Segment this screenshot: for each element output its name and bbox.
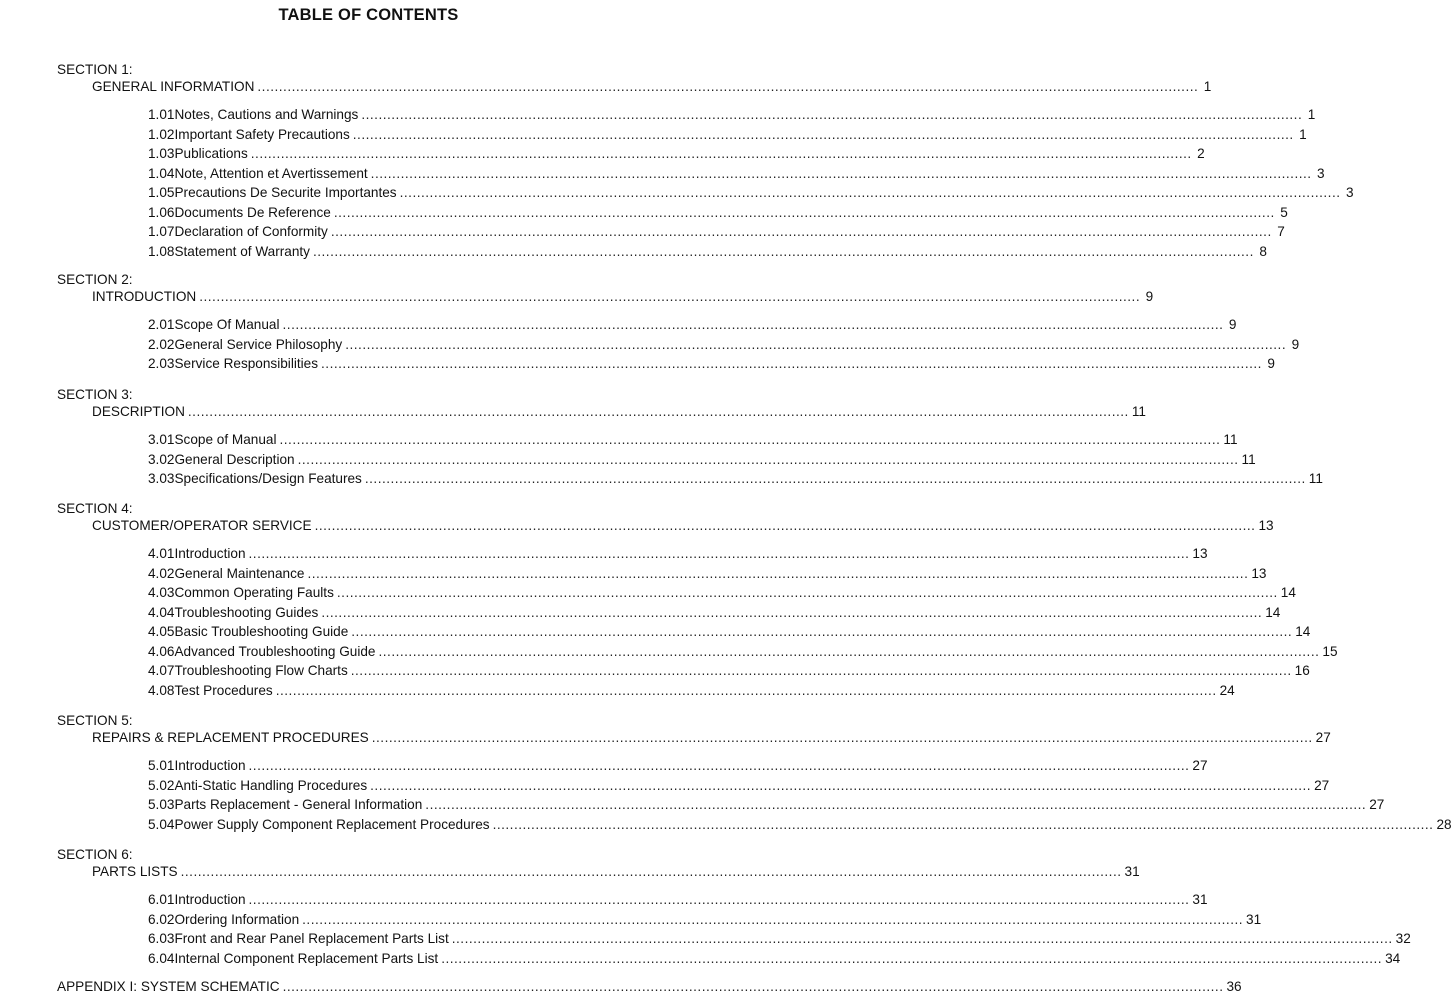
leader-dots: ............................................................................................................................................................................................................................ <box>180 864 1122 879</box>
leader-dots: ............................................................................................................................................................................................................................ <box>321 604 1263 620</box>
entry-title: General Maintenance <box>174 565 305 581</box>
leader-dots: ............................................................................................................................................................................................................................ <box>248 892 1190 907</box>
entry-title: Scope of Manual <box>174 432 277 447</box>
page-number: 9 <box>1145 289 1154 304</box>
entry-title: Documents De Reference <box>174 204 331 220</box>
entry-number: 2.01 <box>148 317 175 332</box>
leader-dots: ............................................................................................................................................................................................................................ <box>302 911 1244 927</box>
section-heading-entry[interactable] <box>92 78 1212 96</box>
entry-title: Statement of Warranty <box>174 243 310 259</box>
entry-title: Test Procedures <box>174 682 273 698</box>
toc-entry[interactable] <box>148 604 1281 622</box>
entry-number: 4.06 <box>148 643 175 659</box>
toc-entry[interactable] <box>148 316 1237 334</box>
toc-entry[interactable] <box>148 796 1385 814</box>
leader-dots: ............................................................................................................................................................................................................................ <box>361 107 1303 122</box>
entry-number: 3.03 <box>148 471 175 486</box>
toc-entry[interactable] <box>148 470 1323 488</box>
leader-dots: ............................................................................................................................................................................................................................ <box>333 204 1275 220</box>
page-number: 27 <box>1314 777 1330 793</box>
section-label: SECTION 2: <box>57 272 133 287</box>
page-number: 8 <box>1259 243 1267 259</box>
leader-dots: ............................................................................................................................................................................................................................ <box>321 356 1262 371</box>
leader-dots: ............................................................................................................................................................................................................................ <box>345 336 1287 352</box>
page-number: 13 <box>1258 518 1274 533</box>
toc-entry[interactable] <box>148 643 1338 661</box>
page-number: 16 <box>1294 663 1310 678</box>
toc-entry[interactable] <box>148 126 1307 144</box>
page-number: 11 <box>1223 432 1238 447</box>
toc-entry[interactable] <box>148 106 1316 124</box>
page-number: 11 <box>1308 471 1323 486</box>
leader-dots: ............................................................................................................................................................................................................................ <box>250 146 1192 161</box>
entry-number: 5.02 <box>148 777 175 793</box>
entry-number: 4.02 <box>148 565 175 581</box>
leader-dots: ............................................................................................................................................................................................................................ <box>370 165 1312 181</box>
page-number: 14 <box>1265 604 1281 620</box>
entry-number: 1.08 <box>148 243 175 259</box>
page-number: 24 <box>1219 682 1235 698</box>
entry-number: 1.03 <box>148 146 175 161</box>
page-number: 1 <box>1299 126 1307 142</box>
toc-entry[interactable] <box>148 584 1296 602</box>
section-label: SECTION 3: <box>57 387 133 402</box>
leader-dots: ............................................................................................................................................................................................................................ <box>378 643 1320 659</box>
entry-number: 4.04 <box>148 604 175 620</box>
entry-title: Ordering Information <box>174 911 300 927</box>
entry-title: Notes, Cautions and Warnings <box>174 107 359 122</box>
page-number: 28 <box>1436 816 1452 832</box>
leader-dots: ............................................................................................................................................................................................................................ <box>371 730 1313 745</box>
toc-entry[interactable] <box>148 336 1300 354</box>
leader-dots: ............................................................................................................................................................................................................................ <box>351 624 1293 639</box>
toc-entry[interactable] <box>148 223 1285 241</box>
section-label: SECTION 1: <box>57 62 133 77</box>
toc-entry[interactable] <box>148 451 1256 469</box>
page-number: 2 <box>1197 146 1205 161</box>
entry-title: Introduction <box>174 892 246 907</box>
toc-entry[interactable] <box>148 757 1208 775</box>
page-number: 1 <box>1307 107 1316 122</box>
leader-dots: ............................................................................................................................................................................................................................ <box>248 758 1190 773</box>
entry-number: 1.07 <box>148 224 175 239</box>
entry-title: INTRODUCTION <box>92 289 197 304</box>
toc-entry[interactable] <box>148 777 1330 795</box>
leader-dots: ............................................................................................................................................................................................................................ <box>199 289 1141 304</box>
page-number: 32 <box>1395 931 1411 946</box>
leader-dots: ............................................................................................................................................................................................................................ <box>312 243 1254 259</box>
toc-entry[interactable] <box>148 165 1325 183</box>
leader-dots: ............................................................................................................................................................................................................................ <box>187 404 1129 419</box>
leader-dots: ............................................................................................................................................................................................................................ <box>364 471 1306 486</box>
leader-dots: ............................................................................................................................................................................................................................ <box>441 950 1383 966</box>
entry-title: Specifications/Design Features <box>174 471 362 486</box>
entry-title: GENERAL INFORMATION <box>92 79 255 94</box>
entry-title: General Service Philosophy <box>174 336 343 352</box>
leader-dots: ............................................................................................................................................................................................................................ <box>248 546 1190 561</box>
leader-dots: ............................................................................................................................................................................................................................ <box>336 585 1278 600</box>
page-number: 27 <box>1315 730 1331 745</box>
appendix-entry[interactable] <box>57 978 1242 996</box>
entry-title: APPENDIX I: SYSTEM SCHEMATIC <box>57 979 280 994</box>
entry-title: Advanced Troubleshooting Guide <box>174 643 376 659</box>
leader-dots: ............................................................................................................................................................................................................................ <box>282 317 1224 332</box>
entry-number: 4.07 <box>148 663 175 678</box>
entry-title: Declaration of Conformity <box>174 224 328 239</box>
leader-dots: ............................................................................................................................................................................................................................ <box>275 682 1217 698</box>
leader-dots: ............................................................................................................................................................................................................................ <box>279 432 1221 447</box>
page-number: 14 <box>1280 585 1296 600</box>
entry-title: Anti-Static Handling Procedures <box>174 777 368 793</box>
entry-number: 1.04 <box>148 165 175 181</box>
toc-entry[interactable] <box>148 662 1310 680</box>
leader-dots: ............................................................................................................................................................................................................................ <box>492 816 1434 832</box>
toc-entry[interactable] <box>148 565 1267 583</box>
entry-number: 6.01 <box>148 892 175 907</box>
section-label: SECTION 5: <box>57 713 133 728</box>
toc-entry[interactable] <box>148 911 1262 929</box>
leader-dots: ............................................................................................................................................................................................................................ <box>350 663 1292 678</box>
toc-entry[interactable] <box>148 682 1235 700</box>
page-number: 15 <box>1322 643 1338 659</box>
entry-number: 4.03 <box>148 585 175 600</box>
page-number: 13 <box>1192 546 1208 561</box>
page-title: TABLE OF CONTENTS <box>278 6 459 24</box>
toc-entry[interactable] <box>148 930 1411 948</box>
entry-number: 1.05 <box>148 185 175 200</box>
entry-number: 4.08 <box>148 682 175 698</box>
leader-dots: ............................................................................................................................................................................................................................ <box>425 797 1367 812</box>
section-heading-entry[interactable] <box>92 729 1331 747</box>
entry-title: Introduction <box>174 546 246 561</box>
leader-dots: ............................................................................................................................................................................................................................ <box>370 777 1312 793</box>
entry-number: 4.01 <box>148 546 175 561</box>
entry-title: Publications <box>174 146 248 161</box>
section-heading-entry[interactable] <box>92 517 1274 535</box>
page-number: 5 <box>1280 204 1288 220</box>
entry-number: 1.01 <box>148 107 175 122</box>
toc-entry[interactable] <box>148 891 1208 909</box>
page-number: 9 <box>1267 356 1275 371</box>
entry-title: Internal Component Replacement Parts List <box>174 950 439 966</box>
toc-entry[interactable] <box>148 243 1267 261</box>
entry-number: 5.03 <box>148 797 175 812</box>
entry-number: 1.06 <box>148 204 175 220</box>
page-number: 27 <box>1192 758 1208 773</box>
page-number: 9 <box>1291 336 1300 352</box>
toc-entry[interactable] <box>148 184 1354 202</box>
leader-dots: ............................................................................................................................................................................................................................ <box>314 518 1256 533</box>
entry-number: 3.02 <box>148 451 175 467</box>
entry-title: Service Responsibilities <box>174 356 319 371</box>
entry-title: Troubleshooting Flow Charts <box>174 663 348 678</box>
entry-title: Common Operating Faults <box>174 585 334 600</box>
entry-number: 3.01 <box>148 432 175 447</box>
entry-number: 2.02 <box>148 336 175 352</box>
entry-title: Power Supply Component Replacement Procedures <box>174 816 490 832</box>
leader-dots: ............................................................................................................................................................................................................................ <box>330 224 1272 239</box>
page-number: 31 <box>1192 892 1208 907</box>
entry-title: Precautions De Securite Importantes <box>174 185 397 200</box>
entry-title: General Description <box>174 451 295 467</box>
page-number: 9 <box>1228 317 1237 332</box>
entry-title: DESCRIPTION <box>92 404 185 419</box>
toc-entry[interactable] <box>148 816 1452 834</box>
leader-dots: ............................................................................................................................................................................................................................ <box>352 126 1294 142</box>
leader-dots: ............................................................................................................................................................................................................................ <box>307 565 1249 581</box>
entry-title: Scope Of Manual <box>174 317 280 332</box>
toc-entry[interactable] <box>148 204 1288 222</box>
entry-title: REPAIRS & REPLACEMENT PROCEDURES <box>92 730 369 745</box>
leader-dots: ............................................................................................................................................................................................................................ <box>399 185 1341 200</box>
entry-number: 5.01 <box>148 758 175 773</box>
entry-title: Troubleshooting Guides <box>174 604 319 620</box>
page-number: 11 <box>1241 451 1256 467</box>
toc-entry[interactable] <box>148 145 1205 163</box>
toc-entry[interactable] <box>148 431 1238 449</box>
entry-title: Important Safety Precautions <box>174 126 350 142</box>
entry-title: Parts Replacement - General Information <box>174 797 423 812</box>
entry-title: Basic Troubleshooting Guide <box>174 624 349 639</box>
leader-dots: ............................................................................................................................................................................................................................ <box>451 931 1393 946</box>
entry-title: Introduction <box>174 758 246 773</box>
section-label: SECTION 6: <box>57 847 133 862</box>
page-number: 31 <box>1246 911 1262 927</box>
page-number: 13 <box>1251 565 1267 581</box>
toc-entry[interactable] <box>148 623 1311 641</box>
section-label: SECTION 4: <box>57 501 133 516</box>
entry-number: 5.04 <box>148 816 175 832</box>
page-number: 3 <box>1317 165 1325 181</box>
leader-dots: ............................................................................................................................................................................................................................ <box>297 451 1239 467</box>
entry-number: 6.02 <box>148 911 175 927</box>
toc-entry[interactable] <box>148 950 1401 968</box>
page-number: 3 <box>1345 185 1354 200</box>
page-number: 1 <box>1203 79 1212 94</box>
leader-dots: ............................................................................................................................................................................................................................ <box>257 79 1199 94</box>
entry-title: Front and Rear Panel Replacement Parts List <box>174 931 449 946</box>
page-number: 34 <box>1385 950 1401 966</box>
entry-number: 1.02 <box>148 126 175 142</box>
section-heading-entry[interactable] <box>92 403 1146 421</box>
entry-number: 4.05 <box>148 624 175 639</box>
entry-number: 6.04 <box>148 950 175 966</box>
page-number: 11 <box>1131 404 1146 419</box>
page-number: 27 <box>1369 797 1385 812</box>
entry-title: PARTS LISTS <box>92 864 178 879</box>
leader-dots: ............................................................................................................................................................................................................................ <box>282 979 1224 994</box>
toc-entry[interactable] <box>148 355 1275 373</box>
page-number: 7 <box>1277 224 1285 239</box>
entry-number: 2.03 <box>148 356 175 371</box>
entry-number: 6.03 <box>148 931 175 946</box>
entry-title: CUSTOMER/OPERATOR SERVICE <box>92 518 312 533</box>
page-number: 31 <box>1124 864 1140 879</box>
entry-title: Note, Attention et Avertissement <box>174 165 368 181</box>
page-number: 36 <box>1226 979 1242 994</box>
section-heading-entry[interactable] <box>92 863 1140 881</box>
page-number: 14 <box>1295 624 1311 639</box>
section-heading-entry[interactable] <box>92 288 1154 306</box>
toc-entry[interactable] <box>148 545 1208 563</box>
